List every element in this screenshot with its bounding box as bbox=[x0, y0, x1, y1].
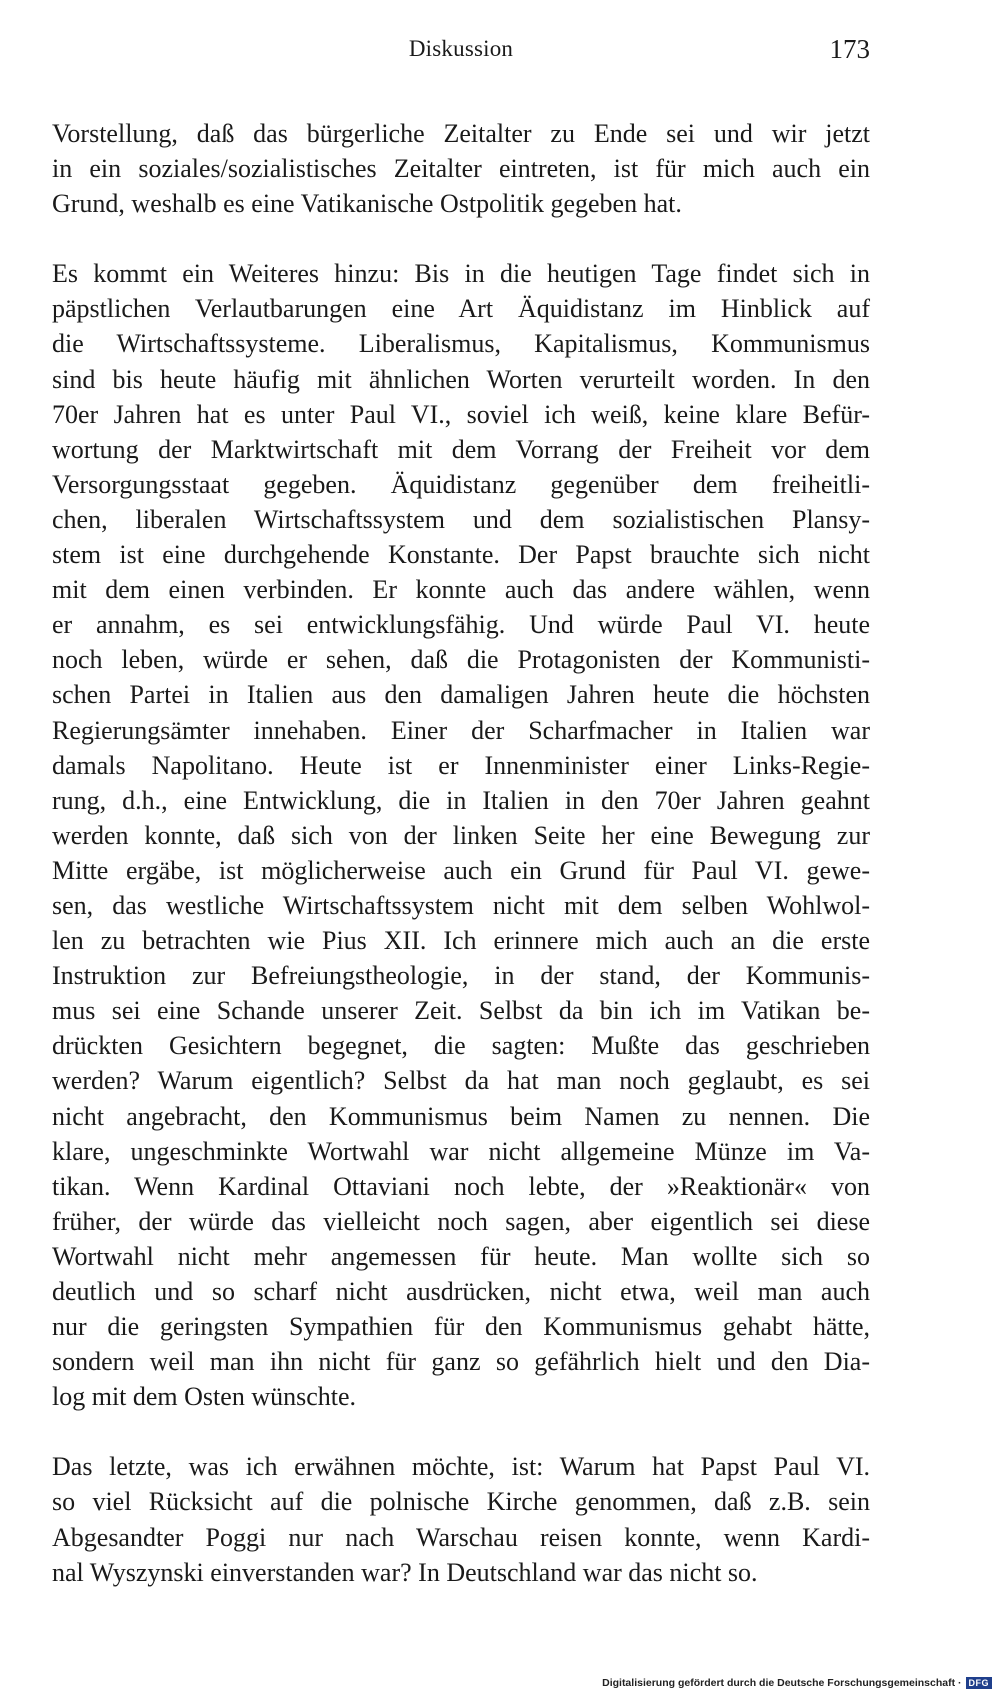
text-line: noch leben, würde er sehen, daß die Protagonisten der Kommunisti- bbox=[52, 645, 870, 675]
text-line: Es kommt ein Weiteres hinzu: Bis in die heutigen Tage findet sich in bbox=[52, 259, 870, 289]
text-line: 70er Jahren hat es unter Paul VI., soviel ich weiß, keine klare Befür- bbox=[52, 399, 870, 429]
credit-text: Digitalisierung gefördert durch die Deutsche Forschungsgemeinschaft · bbox=[602, 1677, 962, 1689]
text-line: Wortwahl nicht mehr angemessen für heute. Man wollte sich so bbox=[52, 1241, 870, 1271]
text-line: tikan. Wenn Kardinal Ottaviani noch lebte, der »Reaktionär« von bbox=[52, 1171, 870, 1201]
page-number: 173 bbox=[829, 34, 870, 64]
text-line: nicht angebracht, den Kommunismus beim Namen zu nennen. Die bbox=[52, 1101, 870, 1131]
text-line: Vorstellung, daß das bürgerliche Zeitalter zu Ende sei und wir jetzt bbox=[52, 119, 870, 148]
digitization-credit bbox=[602, 1677, 992, 1689]
body-text bbox=[52, 116, 870, 1590]
text-line: Versorgungsstaat gegeben. Äquidistanz gegenüber dem freiheitli- bbox=[52, 469, 870, 499]
text-line: werden? Warum eigentlich? Selbst da hat man noch geglaubt, es sei bbox=[52, 1066, 870, 1096]
text-line: werden konnte, daß sich von der linken Seite her eine Bewegung zur bbox=[52, 820, 870, 850]
text-line: nal Wyszynski einverstanden war? In Deutschland war das nicht so. bbox=[52, 1557, 758, 1587]
text-line: mus sei eine Schande unserer Zeit. Selbst da bin ich im Vatikan be- bbox=[52, 996, 870, 1026]
paragraph bbox=[52, 256, 870, 1414]
text-line: klare, ungeschminkte Wortwahl war nicht allgemeine Münze im Va- bbox=[52, 1136, 870, 1166]
text-line: sen, das westliche Wirtschaftssystem nicht mit dem selben Wohlwol- bbox=[52, 890, 870, 920]
text-line: wortung der Marktwirtschaft mit dem Vorrang der Freiheit vor dem bbox=[52, 434, 870, 464]
text-line: stem ist eine durchgehende Konstante. Der Papst brauchte sich nicht bbox=[52, 540, 870, 570]
text-line: päpstlichen Verlautbarungen eine Art Äquidistanz im Hinblick auf bbox=[52, 294, 870, 324]
text-line: log mit dem Osten wünschte. bbox=[52, 1382, 357, 1412]
text-line: früher, der würde das vielleicht noch sagen, aber eigentlich sei diese bbox=[52, 1206, 870, 1236]
text-line: so viel Rücksicht auf die polnische Kirche genommen, daß z.B. sein bbox=[52, 1487, 870, 1517]
text-line: sind bis heute häufig mit ähnlichen Worten verurteilt worden. In den bbox=[52, 364, 870, 394]
paragraph bbox=[52, 116, 870, 221]
text-line: len zu betrachten wie Pius XII. Ich erinnere mich auch an die erste bbox=[52, 926, 870, 956]
text-line: drückten Gesichtern begegnet, die sagten: Mußte das geschrieben bbox=[52, 1031, 870, 1061]
running-head bbox=[52, 34, 870, 70]
text-line: er annahm, es sei entwicklungsfähig. Und würde Paul VI. heute bbox=[52, 610, 870, 640]
text-line: rung, d.h., eine Entwicklung, die in Italien in den 70er Jahren geahnt bbox=[52, 785, 870, 815]
dfg-logo: DFG bbox=[966, 1677, 993, 1689]
text-line: sondern weil man ihn nicht für ganz so gefährlich hielt und den Dia- bbox=[52, 1347, 870, 1377]
paragraph bbox=[52, 1449, 870, 1589]
text-line: in ein soziales/sozialistisches Zeitalter eintreten, ist für mich auch ein bbox=[52, 154, 870, 184]
text-line: Abgesandter Poggi nur nach Warschau reisen konnte, wenn Kardi- bbox=[52, 1522, 870, 1552]
text-line: schen Partei in Italien aus den damaligen Jahren heute die höchsten bbox=[52, 680, 870, 710]
text-line: Grund, weshalb es eine Vatikanische Ostpolitik gegeben hat. bbox=[52, 189, 682, 219]
text-line: Das letzte, was ich erwähnen möchte, ist: Warum hat Papst Paul VI. bbox=[52, 1452, 870, 1482]
text-line: Mitte ergäbe, ist möglicherweise auch ein Grund für Paul VI. gewe- bbox=[52, 855, 870, 885]
text-line: damals Napolitano. Heute ist er Innenminister einer Links-Regie- bbox=[52, 750, 870, 780]
text-line: mit dem einen verbinden. Er konnte auch das andere wählen, wenn bbox=[52, 575, 870, 605]
text-line: Regierungsämter innehaben. Einer der Scharfmacher in Italien war bbox=[52, 715, 870, 745]
text-line: nur die geringsten Sympathien für den Kommunismus gehabt hätte, bbox=[52, 1312, 870, 1342]
text-line: deutlich und so scharf nicht ausdrücken, nicht etwa, weil man auch bbox=[52, 1277, 870, 1306]
running-title: Diskussion bbox=[408, 36, 514, 61]
text-line: Instruktion zur Befreiungstheologie, in der stand, der Kommunis- bbox=[52, 961, 870, 991]
text-line: chen, liberalen Wirtschaftssystem und dem sozialistischen Plansy- bbox=[52, 504, 870, 534]
text-line: die Wirtschaftssysteme. Liberalismus, Kapitalismus, Kommunismus bbox=[52, 329, 870, 359]
